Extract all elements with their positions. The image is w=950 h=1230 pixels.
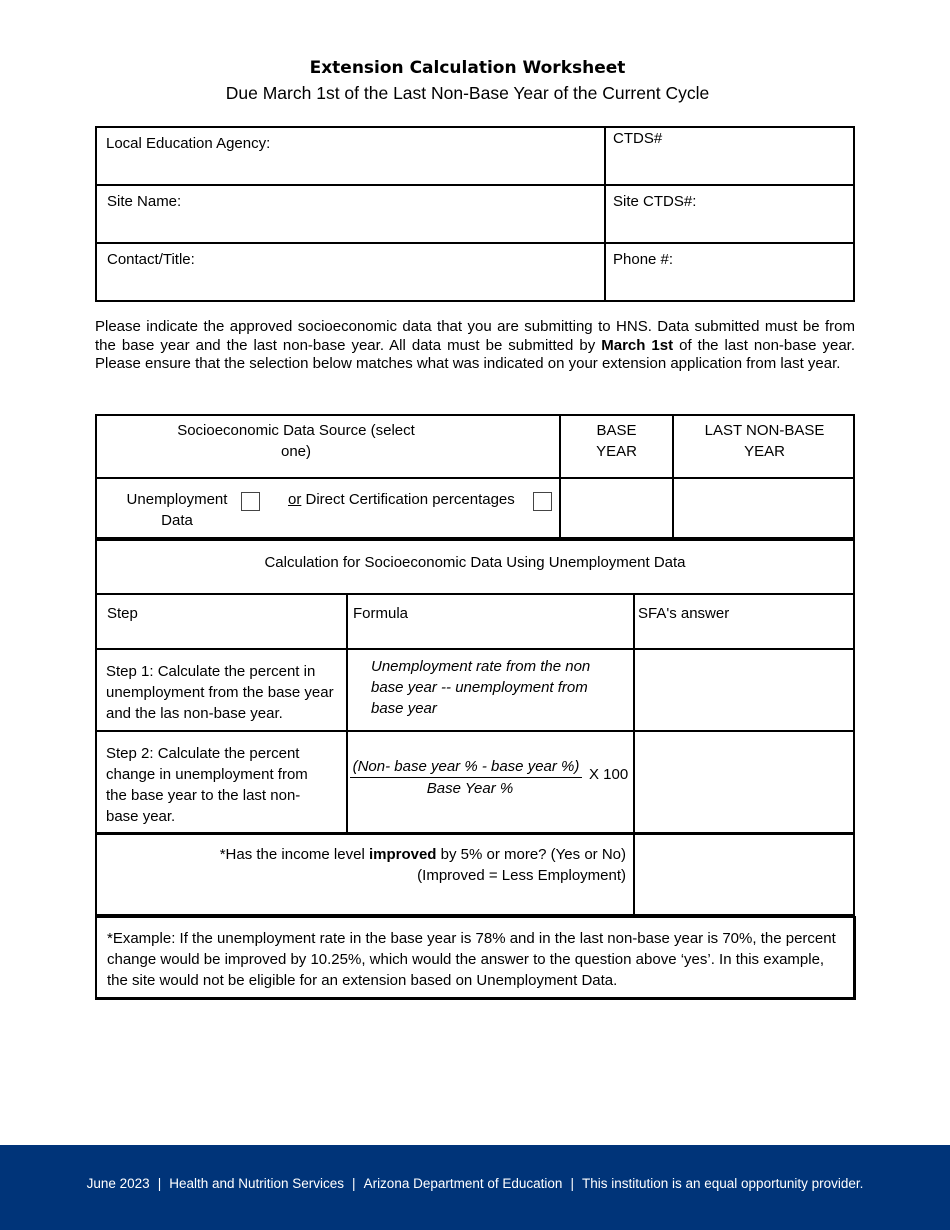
- formula-col-header: Formula: [353, 605, 409, 622]
- improvement-answer-field[interactable]: [638, 838, 850, 912]
- step2-formula-fraction: [350, 757, 582, 799]
- footer-statement: This institution is an equal opportunity provider.: [581, 1176, 864, 1191]
- footer-date: June 2023: [86, 1176, 150, 1191]
- unemployment-checkbox[interactable]: [241, 492, 260, 511]
- step1-formula: Unemployment rate from the non base year -- unemployment from base year: [371, 658, 591, 717]
- direct-cert-checkbox[interactable]: [533, 492, 552, 511]
- site-name-field[interactable]: [100, 214, 600, 238]
- calc-table-heading: Calculation for Socioeconomic Data Using Unemployment Data: [264, 554, 686, 571]
- step2-multiplier: X 100: [589, 766, 629, 783]
- ctds-label: CTDS#: [613, 130, 663, 147]
- instructions-paragraph: Please indicate the approved socioeconomic data that you are submitting to HNS. Data submitted must be from the base year and the last non-base year. All data must be submitted by March 1st of the last non-base year. Please ensure that the selection below matches what was indicated on your extension application from last year.: [95, 318, 855, 372]
- page-subtitle: Due March 1st of the Last Non-Base Year of the Current Cycle: [225, 83, 710, 103]
- last-nonbase-header: LAST NON-BASE YEAR: [704, 422, 825, 460]
- contact-field[interactable]: [100, 272, 600, 296]
- lea-label: Local Education Agency:: [106, 135, 271, 152]
- last-nonbase-value-field[interactable]: [676, 482, 851, 535]
- lea-field[interactable]: [100, 160, 600, 180]
- step2-denominator: Base Year %: [426, 780, 514, 797]
- base-year-header: BASE YEAR: [596, 422, 637, 460]
- step1-description: Step 1: Calculate the percent in unemployment from the base year and the las non-base year.: [106, 663, 334, 722]
- direct-cert-option-label: or Direct Certification percentages: [288, 491, 515, 508]
- phone-field[interactable]: [609, 272, 849, 296]
- base-year-value-field[interactable]: [563, 482, 669, 535]
- contact-label: Contact/Title:: [107, 251, 195, 268]
- site-ctds-field[interactable]: [609, 214, 849, 238]
- answer-col-header: SFA's answer: [638, 605, 730, 622]
- site-name-label: Site Name:: [107, 193, 182, 210]
- phone-label: Phone #:: [613, 251, 674, 268]
- footer: [0, 1145, 950, 1230]
- improvement-question: *Has the income level improved by 5% or more? (Yes or No) (Improved = Less Employment): [219, 846, 626, 884]
- step2-answer-field[interactable]: [638, 735, 850, 829]
- step1-answer-field[interactable]: [638, 653, 850, 727]
- site-ctds-label: Site CTDS#:: [613, 193, 697, 210]
- source-header: Socioeconomic Data Source (select one): [177, 422, 415, 460]
- ctds-field[interactable]: [609, 152, 849, 180]
- step2-numerator: (Non- base year % - base year %): [350, 757, 582, 778]
- example-text: *Example: If the unemployment rate in the base year is 78% and in the last non-base year is 70%, the percent change would be improved by 10.25%, which would the answer to the question above ‘yes’. In this example, the site would not be eligible for an extension based on Unemployment Data.: [107, 930, 836, 989]
- step-col-header: Step: [107, 605, 138, 622]
- unemployment-option-label: Unemployment Data: [126, 491, 228, 529]
- footer-text: June 2023 | Health and Nutrition Services | Arizona Department of Education | This institution is an equal opportunity provider.: [86, 1176, 864, 1191]
- step2-description: Step 2: Calculate the percent change in unemployment from the base year to the last non-base year.: [106, 745, 308, 825]
- footer-department: Arizona Department of Education: [363, 1176, 563, 1191]
- page-title: Extension Calculation Worksheet: [309, 58, 626, 78]
- footer-division: Health and Nutrition Services: [169, 1176, 345, 1191]
